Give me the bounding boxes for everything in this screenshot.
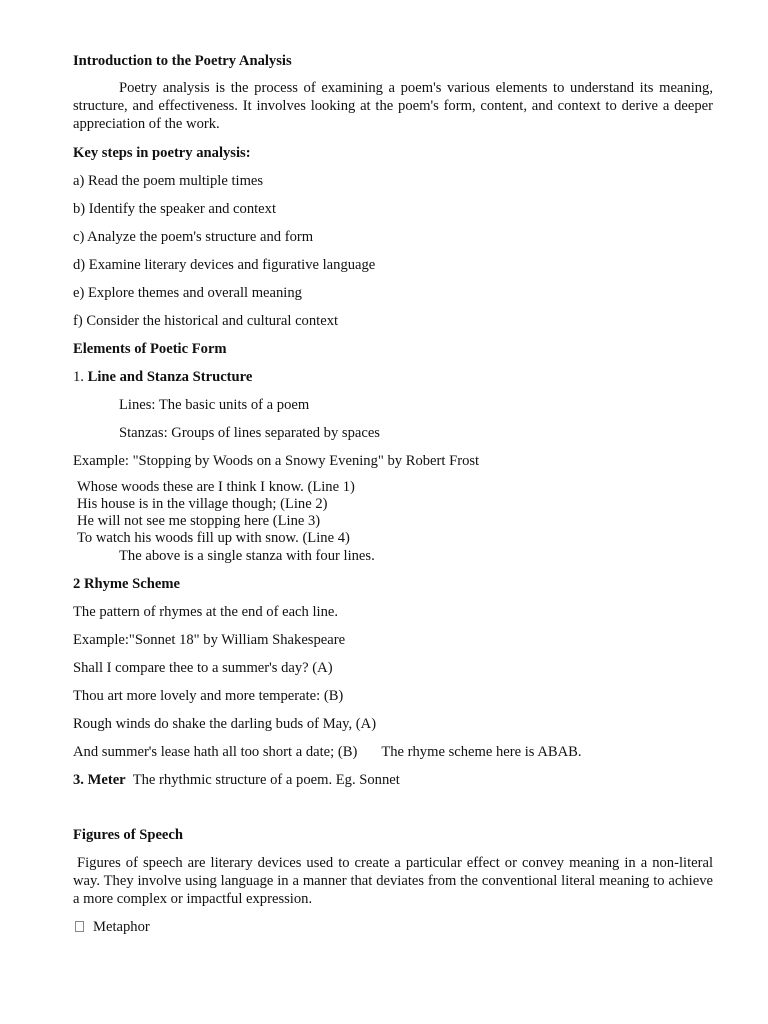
key-step-item: e) Explore themes and overall meaning	[73, 285, 302, 301]
meter-line	[73, 771, 713, 789]
figure-item-label: Metaphor	[93, 919, 150, 935]
stanzas-definition: Stanzas: Groups of lines separated by spaces	[119, 425, 380, 441]
list-item	[73, 918, 713, 936]
intro-paragraph: Poetry analysis is the process of examining a poem's various elements to understand its meaning, structure, and effectiveness. It involves looking at the poem's form, content, and context to derive a deeper appreciation of the work.	[73, 80, 713, 132]
rhyme-note: The rhyme scheme here is ABAB.	[381, 744, 582, 760]
sonnet-example: Example:"Sonnet 18" by William Shakespeare	[73, 632, 346, 648]
key-step-item: b) Identify the speaker and context	[73, 201, 277, 217]
poem-line: He will not see me stopping here (Line 3)	[77, 513, 321, 529]
key-step-item: c) Analyze the poem's structure and form	[73, 229, 314, 245]
stanza-note: The above is a single stanza with four lines.	[119, 548, 375, 564]
key-step-item: d) Examine literary devices and figurative language	[73, 257, 376, 273]
document-page	[73, 50, 713, 936]
key-step-item: f) Consider the historical and cultural context	[73, 313, 339, 329]
sonnet-line-last	[73, 743, 713, 761]
figures-paragraph: Figures of speech are literary devices used to create a particular effect or convey meaning in a non-literal way. They involve using language in a manner that deviates from the conventional literal meaning to achieve a more complex or impactful expression.	[73, 855, 713, 907]
meter-heading: 3. Meter	[73, 772, 126, 788]
key-step-item: a) Read the poem multiple times	[73, 173, 264, 189]
elements-heading: Elements of Poetic Form	[73, 341, 227, 357]
meter-text: The rhythmic structure of a poem. Eg. Sonnet	[132, 772, 400, 788]
rhyme-definition: The pattern of rhymes at the end of each line.	[73, 604, 339, 620]
sonnet-line: Shall I compare thee to a summer's day? (A)	[73, 660, 333, 676]
sonnet-line: Rough winds do shake the darling buds of May, (A)	[73, 716, 377, 732]
frost-example: Example: "Stopping by Woods on a Snowy Evening" by Robert Frost	[73, 453, 480, 469]
sonnet-line: And summer's lease hath all too short a date; (B)	[73, 744, 358, 760]
frost-poem	[73, 479, 713, 547]
line-stanza-heading	[73, 368, 713, 386]
poem-line: His house is in the village though; (Line 2)	[77, 496, 328, 512]
poem-line: Whose woods these are I think I know. (Line 1)	[77, 479, 355, 495]
figures-heading: Figures of Speech	[73, 827, 183, 843]
sonnet-line: Thou art more lovely and more temperate: (B)	[73, 688, 344, 704]
checkbox-bullet-icon	[75, 921, 84, 932]
section-number: 1.	[73, 369, 84, 385]
page-title: Introduction to the Poetry Analysis	[73, 53, 292, 69]
rhyme-heading: 2 Rhyme Scheme	[73, 576, 181, 592]
lines-definition: Lines: The basic units of a poem	[119, 397, 310, 413]
key-steps-heading: Key steps in poetry analysis:	[73, 145, 251, 161]
section-title: Line and Stanza Structure	[87, 369, 253, 385]
poem-line: To watch his woods fill up with snow. (Line 4)	[77, 530, 350, 546]
